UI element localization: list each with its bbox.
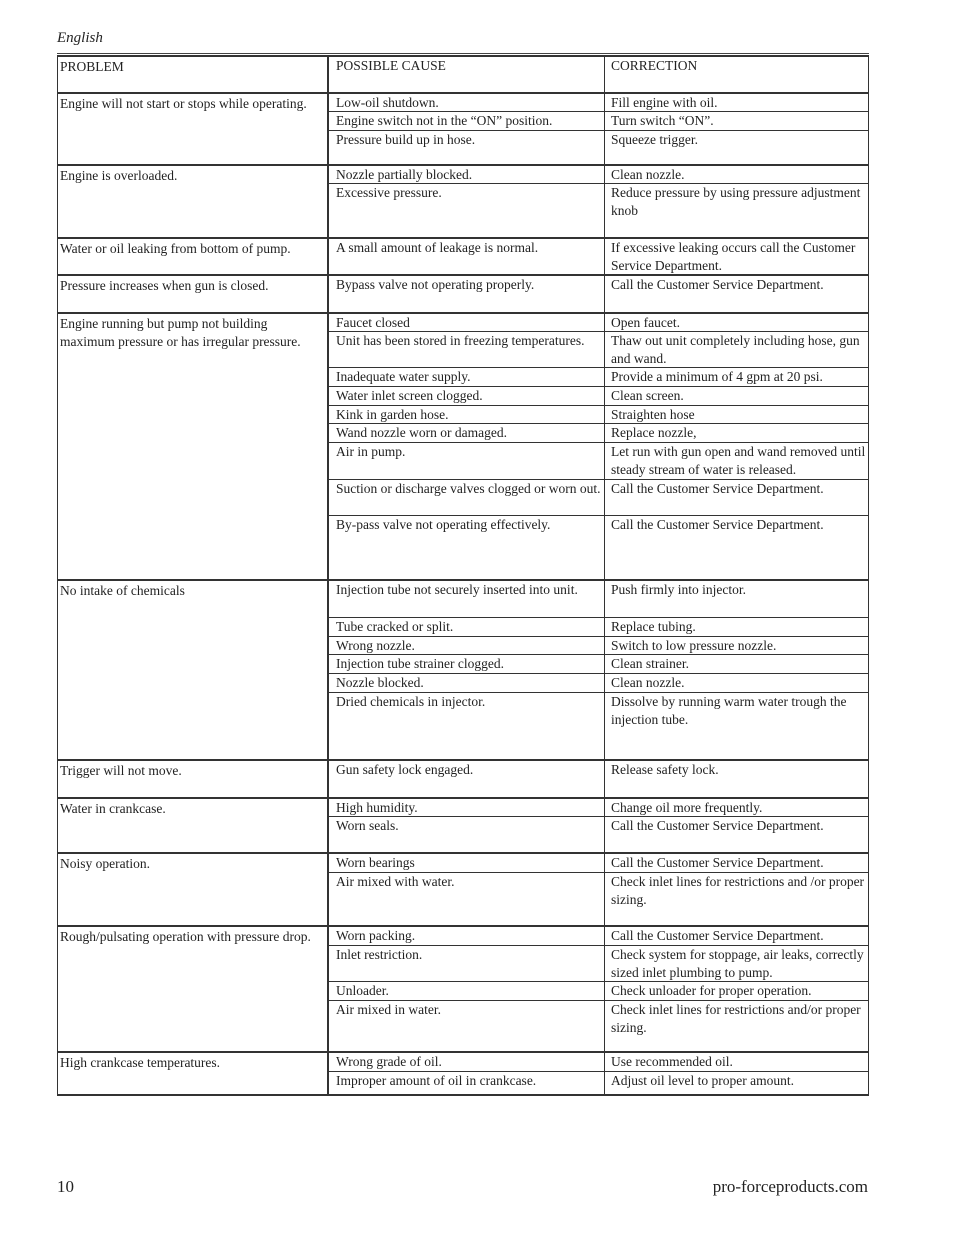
table-row (328, 854, 868, 872)
cause-cell: Faucet closed (328, 314, 605, 331)
table-row (328, 239, 868, 274)
cause-cell: Nozzle partially blocked. (328, 166, 605, 183)
problem-group (57, 92, 869, 165)
correction-cell: Call the Customer Service Department. (611, 481, 824, 496)
cause-cell: Inlet restriction. (328, 946, 605, 981)
language-label: English (57, 30, 103, 46)
table-row (328, 130, 868, 166)
table-row (328, 1053, 868, 1071)
cause-cell: Excessive pressure. (328, 184, 605, 238)
correction-cell: Thaw out unit completely including hose, gun and wand. (611, 333, 860, 366)
cause-cell: Unit has been stored in freezing temperatures. (328, 332, 605, 367)
problem-group (57, 237, 869, 275)
problem-cell: Engine running but pump not building maximum pressure or has irregular pressure. (58, 314, 328, 579)
cause-cell: Gun safety lock engaged. (328, 761, 605, 797)
table-row (328, 692, 868, 764)
cause-cell: Dried chemicals in injector. (328, 693, 605, 764)
cause-cell: A small amount of leakage is normal. (328, 239, 605, 274)
table-row (328, 761, 868, 797)
problem-cell: Noisy operation. (58, 854, 328, 925)
cause-cell: Kink in garden hose. (328, 406, 605, 423)
problem-group (57, 1051, 869, 1096)
correction-cell: Switch to low pressure nozzle. (611, 638, 777, 653)
table-row (328, 654, 868, 673)
correction-cell: Call the Customer Service Department. (611, 277, 824, 292)
problem-group (57, 274, 869, 313)
cause-cell: Wrong grade of oil. (328, 1053, 605, 1071)
correction-cell: Check system for stoppage, air leaks, correctly sized inlet plumbing to pump. (611, 947, 864, 980)
correction-cell: Squeeze trigger. (611, 132, 698, 147)
cause-cell: Improper amount of oil in crankcase. (328, 1072, 605, 1095)
problem-group (57, 759, 869, 798)
table-row (328, 94, 868, 111)
correction-cell: Push firmly into injector. (611, 582, 746, 597)
column-header-possible-cause: POSSIBLE CAUSE (328, 57, 605, 92)
problem-group (57, 925, 869, 1052)
cause-cell: Bypass valve not operating properly. (328, 276, 605, 312)
page-number: 10 (57, 1177, 74, 1196)
column-header-problem: PROBLEM (58, 57, 328, 92)
cause-cell: Worn seals. (328, 817, 605, 853)
correction-cell: Check inlet lines for restrictions and/or proper sizing. (611, 1002, 861, 1035)
correction-cell: Reduce pressure by using pressure adjustment knob (611, 185, 861, 218)
problem-cell: Trigger will not move. (58, 761, 328, 797)
correction-cell: Clean screen. (611, 388, 684, 403)
table-row (328, 276, 868, 312)
cause-cell: Tube cracked or split. (328, 618, 605, 636)
table-row (328, 442, 868, 479)
table-row (328, 636, 868, 654)
table-row (328, 927, 868, 945)
table-row (328, 166, 868, 183)
table-row (328, 367, 868, 386)
correction-cell: Change oil more frequently. (611, 800, 763, 815)
correction-cell: Call the Customer Service Department. (611, 928, 824, 943)
table-row (328, 183, 868, 238)
correction-cell: Dissolve by running warm water trough the injection tube. (611, 694, 847, 727)
table-row (328, 1071, 868, 1095)
table-row (328, 872, 868, 926)
cause-cell: Air in pump. (328, 443, 605, 479)
table-row (328, 617, 868, 636)
table-row (328, 111, 868, 130)
cause-cell: Worn packing. (328, 927, 605, 945)
cause-cell: Pressure build up in hose. (328, 131, 605, 166)
problem-cell: High crankcase temperatures. (58, 1053, 328, 1094)
correction-cell: Clean nozzle. (611, 167, 685, 182)
problem-group (57, 579, 869, 760)
correction-cell: Turn switch “ON”. (611, 113, 714, 128)
cause-cell: Air mixed with water. (328, 873, 605, 926)
problem-cell: Engine is overloaded. (58, 166, 328, 237)
correction-cell: Check unloader for proper operation. (611, 983, 812, 998)
correction-cell: Call the Customer Service Department. (611, 517, 824, 532)
problem-group (57, 852, 869, 926)
correction-cell: Clean nozzle. (611, 675, 685, 690)
table-row (328, 405, 868, 423)
problem-cell: Pressure increases when gun is closed. (58, 276, 328, 312)
table-row (328, 945, 868, 981)
cause-cell: Injection tube not securely inserted into unit. (328, 581, 605, 617)
problem-cell: Water or oil leaking from bottom of pump. (58, 239, 328, 274)
cause-cell: Inadequate water supply. (328, 368, 605, 386)
correction-cell: Replace nozzle, (611, 425, 697, 440)
correction-cell: Provide a minimum of 4 gpm at 20 psi. (611, 369, 823, 384)
header-rule (57, 53, 869, 54)
cause-cell: High humidity. (328, 799, 605, 816)
correction-cell: Let run with gun open and wand removed until steady stream of water is released. (611, 444, 866, 477)
table-header-row (57, 55, 869, 93)
correction-cell: Call the Customer Service Department. (611, 855, 824, 870)
correction-cell: Straighten hose (611, 407, 695, 422)
problem-group (57, 797, 869, 853)
table-row (328, 816, 868, 853)
correction-cell: If excessive leaking occurs call the Customer Service Department. (611, 240, 856, 273)
table-row (328, 581, 868, 617)
table-row (328, 331, 868, 367)
correction-cell: Adjust oil level to proper amount. (611, 1073, 794, 1088)
cause-cell: By-pass valve not operating effectively. (328, 516, 605, 587)
table-row (328, 386, 868, 405)
correction-cell: Clean strainer. (611, 656, 689, 671)
cause-cell: Suction or discharge valves clogged or worn out. (328, 480, 605, 515)
table-row (328, 981, 868, 1000)
troubleshooting-table (57, 56, 869, 1096)
cause-cell: Wrong nozzle. (328, 637, 605, 654)
cause-cell: Nozzle blocked. (328, 674, 605, 692)
table-row (328, 799, 868, 816)
table-row (328, 515, 868, 587)
correction-cell: Use recommended oil. (611, 1054, 733, 1069)
correction-cell: Fill engine with oil. (611, 95, 718, 110)
website-url: pro-forceproducts.com (712, 1177, 868, 1196)
cause-cell: Low-oil shutdown. (328, 94, 605, 111)
column-header-correction: CORRECTION (611, 58, 698, 73)
table-row (328, 1000, 868, 1054)
problem-cell: No intake of chemicals (58, 581, 328, 759)
cause-cell: Engine switch not in the “ON” position. (328, 112, 605, 130)
correction-cell: Open faucet. (611, 315, 680, 330)
table-row (328, 423, 868, 442)
table-row (328, 314, 868, 331)
correction-cell: Check inlet lines for restrictions and /or proper sizing. (611, 874, 865, 907)
table-row (328, 479, 868, 515)
correction-cell: Release safety lock. (611, 762, 719, 777)
cause-cell: Injection tube strainer clogged. (328, 655, 605, 673)
problem-group (57, 164, 869, 238)
correction-cell: Call the Customer Service Department. (611, 818, 824, 833)
correction-cell: Replace tubing. (611, 619, 696, 634)
cause-cell: Wand nozzle worn or damaged. (328, 424, 605, 442)
problem-cell: Water in crankcase. (58, 799, 328, 852)
cause-cell: Air mixed in water. (328, 1001, 605, 1054)
problem-cell: Rough/pulsating operation with pressure drop. (58, 927, 328, 1051)
cause-cell: Unloader. (328, 982, 605, 1000)
cause-cell: Worn bearings (328, 854, 605, 872)
cause-cell: Water inlet screen clogged. (328, 387, 605, 405)
problem-cell: Engine will not start or stops while operating. (58, 94, 328, 164)
problem-group (57, 312, 869, 580)
table-row (328, 673, 868, 692)
